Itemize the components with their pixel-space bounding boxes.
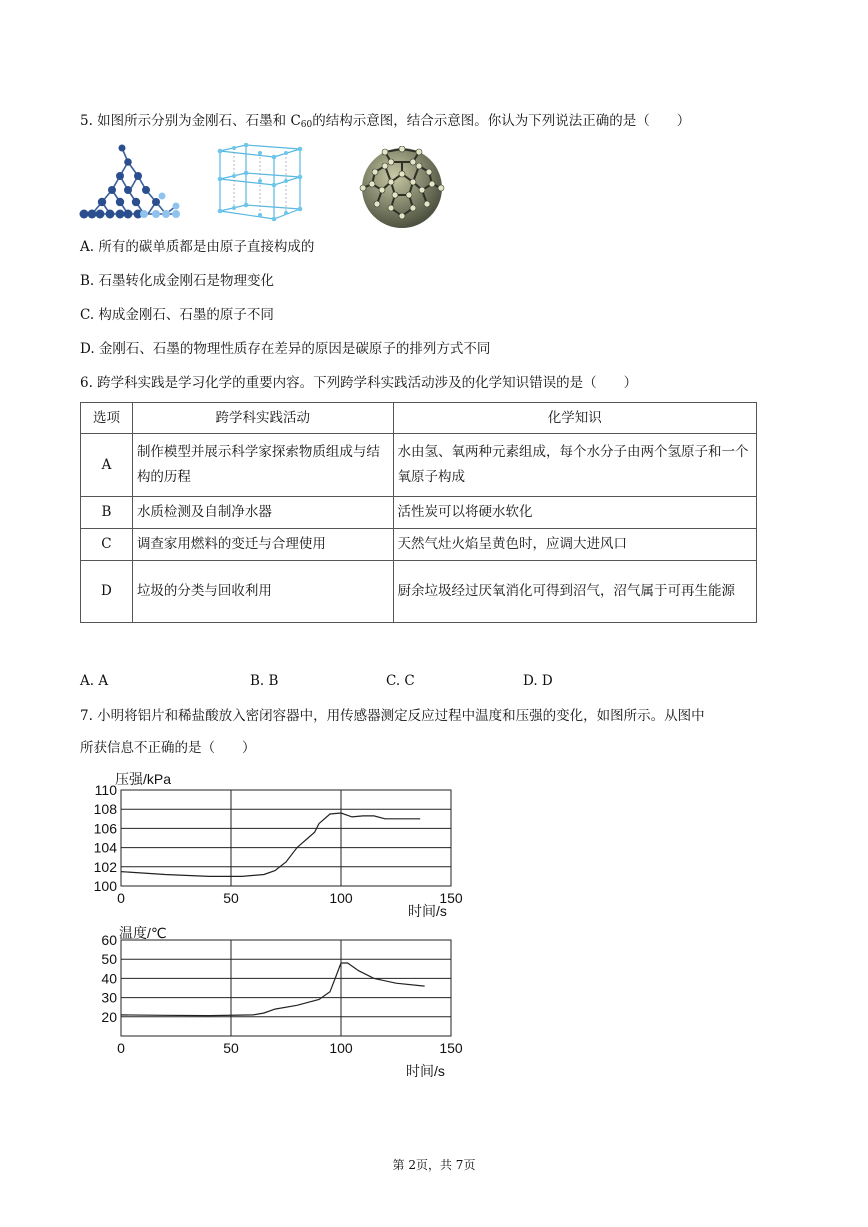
q5-stem [80,112,690,134]
q6-choice-d: D. D [523,673,553,689]
table-header-option: 选项 [81,403,133,434]
y-tick-label: 20 [101,1008,117,1025]
y-axis-label: 温度/℃ [119,925,167,941]
x-tick-label: 100 [329,1040,353,1056]
y-tick-label: 110 [94,782,117,798]
table-row [81,561,757,623]
table-cell-option: B [81,497,133,529]
q5-stem-sub: 60 [300,120,313,130]
q5-option-c: C. 构成金刚石、石墨的原子不同 [80,307,274,323]
table-cell-option: D [81,561,133,623]
table-cell-knowledge: 厨余垃圾经过厌氧消化可得到沼气，沼气属于可再生能源 [393,561,756,623]
y-tick-label: 100 [93,878,117,894]
table-header-row [81,403,757,434]
page-footer: 第 2页，共 7页 [392,1158,476,1172]
x-tick-label: 0 [117,1040,125,1056]
table-cell-activity: 垃圾的分类与回收利用 [132,561,393,623]
q6-stem: 6. 跨学科实践是学习化学的重要内容。下列跨学科实践活动涉及的化学知识错误的是（ ） [80,375,638,391]
x-tick-label: 50 [223,890,239,906]
q5-option-b: B. 石墨转化成金刚石是物理变化 [80,273,275,289]
table-header-activity: 跨学科实践活动 [132,403,393,434]
q7-stem-line1: 7. 小明将铝片和稀盐酸放入密闭容器中，用传感器测定反应过程中温度和压强的变化，如图所示。从图中 [80,708,705,724]
x-tick-label: 150 [439,1040,463,1056]
table-row [81,497,757,529]
pressure-chart [78,766,478,926]
table-cell-option: C [81,529,133,561]
table-cell-option: A [81,434,133,497]
diamond-structure-image [76,140,188,224]
table-cell-knowledge: 活性炭可以将硬水软化 [393,497,756,529]
x-axis-label: 时间/s [408,903,447,919]
table-header-knowledge: 化学知识 [393,403,756,434]
table-cell-knowledge: 水由氢、氧两种元素组成，每个水分子由两个氢原子和一个氧原子构成 [393,434,756,497]
q6-choice-b: B. B [250,673,279,689]
temperature-series-line [121,963,425,1016]
graphite-structure-image [214,143,306,227]
plot-frame [121,790,451,886]
plot-frame [121,940,451,1036]
table-row [81,434,757,497]
y-tick-label: 40 [101,970,117,987]
y-tick-label: 102 [93,858,117,875]
y-tick-label: 106 [93,820,117,837]
y-tick-label: 50 [101,951,117,968]
x-axis-label: 时间/s [406,1063,445,1079]
table-cell-activity: 制作模型并展示科学家探索物质组成与结构的历程 [132,434,393,497]
c60-structure-image [355,146,449,230]
y-tick-label: 108 [93,801,117,818]
table-cell-activity: 水质检测及自制净水器 [132,497,393,529]
x-tick-label: 0 [117,890,125,906]
x-tick-label: 50 [223,1040,239,1056]
q6-table [80,402,757,623]
y-tick-label: 60 [101,932,117,948]
q5-option-a: A. 所有的碳单质都是由原子直接构成的 [80,239,315,255]
q6-choice-a: A. A [80,673,109,689]
q5-stem-post: 的结构示意图，结合示意图。你认为下列说法正确的是（ ） [312,113,691,129]
temperature-chart [78,920,478,1085]
y-axis-label: 压强/kPa [115,771,172,787]
y-tick-label: 30 [101,989,117,1006]
q6-choice-c: C. C [386,673,415,689]
y-tick-label: 104 [93,839,117,856]
q5-stem-pre: 5. 如图所示分别为金刚石、石墨和 C [80,113,301,129]
table-cell-knowledge: 天然气灶火焰呈黄色时，应调大进风口 [393,529,756,561]
table-row [81,529,757,561]
q5-option-d: D. 金刚石、石墨的物理性质存在差异的原因是碳原子的排列方式不同 [80,341,491,357]
q7-stem-line2: 所获信息不正确的是（ ） [80,740,256,756]
x-tick-label: 100 [329,890,353,906]
x-tick-label: 150 [439,890,463,906]
table-cell-activity: 调查家用燃料的变迁与合理使用 [132,529,393,561]
